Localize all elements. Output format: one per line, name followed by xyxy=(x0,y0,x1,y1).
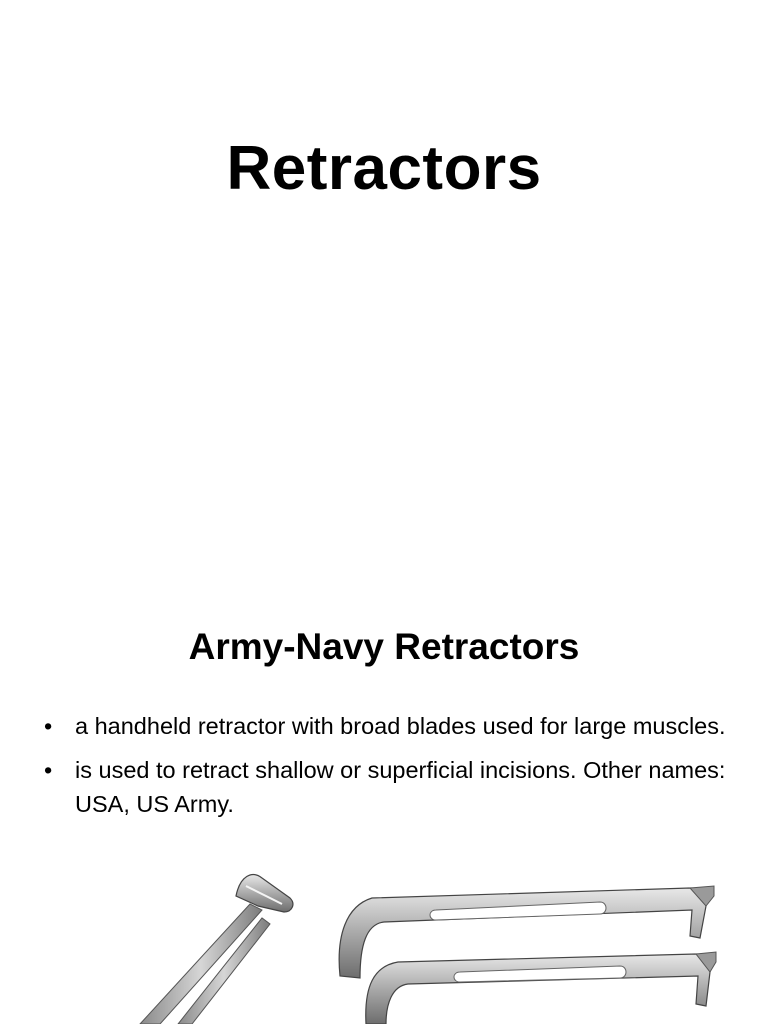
page-title: Retractors xyxy=(226,134,542,203)
bullet-item xyxy=(44,753,734,821)
bullet-marker: • xyxy=(44,713,53,739)
slide-heading: Army-Navy Retractors xyxy=(188,626,580,667)
retractor-photo xyxy=(0,866,768,1024)
bullet-list xyxy=(44,709,734,831)
bullet-text: a handheld retractor with broad blades used for large muscles. xyxy=(75,713,726,739)
retractor-left-icon xyxy=(140,875,293,1024)
slide-army-navy xyxy=(0,576,768,1024)
bullet-marker: • xyxy=(44,757,53,783)
retractor-lower-icon xyxy=(366,952,716,1024)
bullet-text: is used to retract shallow or superficial incisions. Other names: USA, US Army. xyxy=(75,757,726,817)
bullet-item xyxy=(44,709,734,743)
